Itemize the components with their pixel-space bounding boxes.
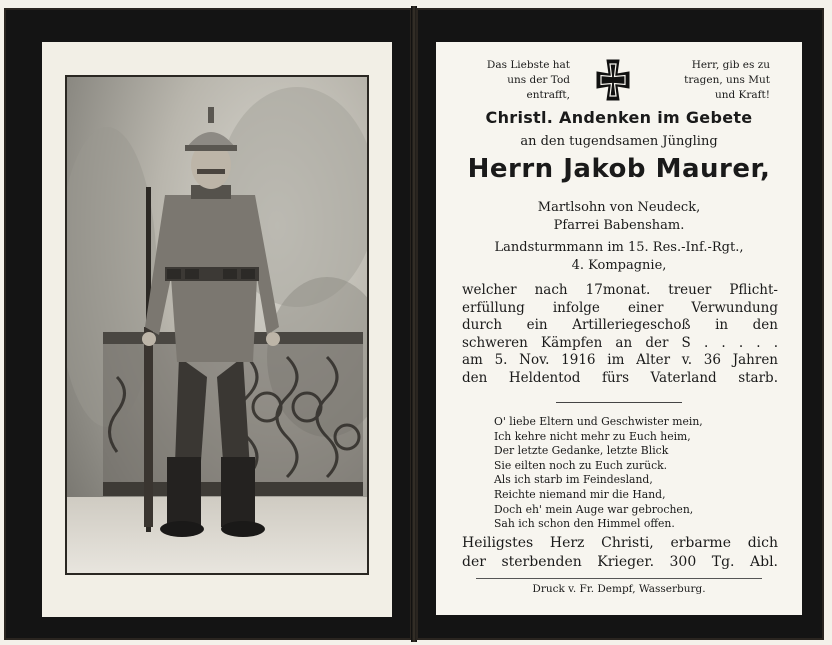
body-line: erfüllung infolge einer Verwundung (462, 299, 778, 316)
poem-line: Doch eh' mein Auge war gebrochen, (494, 502, 694, 516)
info-line: Landsturmmann im 15. Res.-Inf.-Rgt., (494, 240, 744, 255)
photo-mat (42, 42, 392, 617)
poem-line: Der letzte Gedanke, letzte Blick (494, 444, 669, 458)
prayer-line: Heiligstes Herz Christi, erbarme dich (462, 535, 778, 551)
right-verse: Herr, gib es zu tragen, uns Mut und Kraft! (684, 59, 770, 101)
info-line: 4. Kompagnie, (571, 258, 667, 273)
soldier-photo (65, 75, 369, 575)
body-line: schweren Kämpfen an der S . . . . . (462, 334, 778, 351)
body-line: durch ein Artilleriegeschoß in den (462, 317, 778, 333)
card-title: Christl. Andenken im Gebete (485, 108, 753, 127)
printer-divider (476, 578, 762, 579)
right-panel (416, 8, 824, 640)
deceased-name: Herrn Jakob Maurer, (467, 154, 771, 184)
poem (494, 415, 754, 532)
poem-line: O' liebe Eltern und Geschwister mein, (494, 415, 703, 428)
body-line: welcher nach 17monat. treuer Pflicht- (462, 282, 778, 298)
text-mat (436, 42, 802, 615)
poem-line: Reichte niemand mir die Hand, (494, 487, 666, 501)
left-panel (4, 8, 412, 640)
iron-cross-icon (589, 58, 637, 102)
body-line: am 5. Nov. 1916 im Alter v. 36 Jahren (462, 352, 778, 368)
poem-line: Sah ich schon den Himmel offen. (494, 517, 675, 531)
poem-line: Als ich starb im Feindesland, (494, 473, 653, 487)
divider-rule (556, 402, 682, 403)
dedication-line: an den tugendsamen Jüngling (520, 134, 718, 149)
poem-line: Sie eilten noch zu Euch zurück. (494, 458, 668, 472)
header-row (436, 52, 802, 102)
poem-line: Ich kehre nicht mehr zu Euch heim, (494, 429, 691, 443)
body-line: den Heldentod fürs Vaterland starb. (462, 369, 778, 386)
printer-credit: Druck v. Fr. Dempf, Wasserburg. (532, 583, 706, 595)
prayer-line: der sterbenden Krieger. 300 Tg. Abl. (462, 554, 778, 570)
death-notice-text (462, 282, 778, 387)
soldier-illustration (67, 77, 367, 573)
left-verse: Das Liebste hat uns der Tod entrafft, (486, 59, 570, 101)
info-line: Pfarrei Babensham. (553, 218, 685, 233)
prayer (462, 534, 778, 572)
info-line: Martlsohn von Neudeck, (537, 200, 701, 215)
